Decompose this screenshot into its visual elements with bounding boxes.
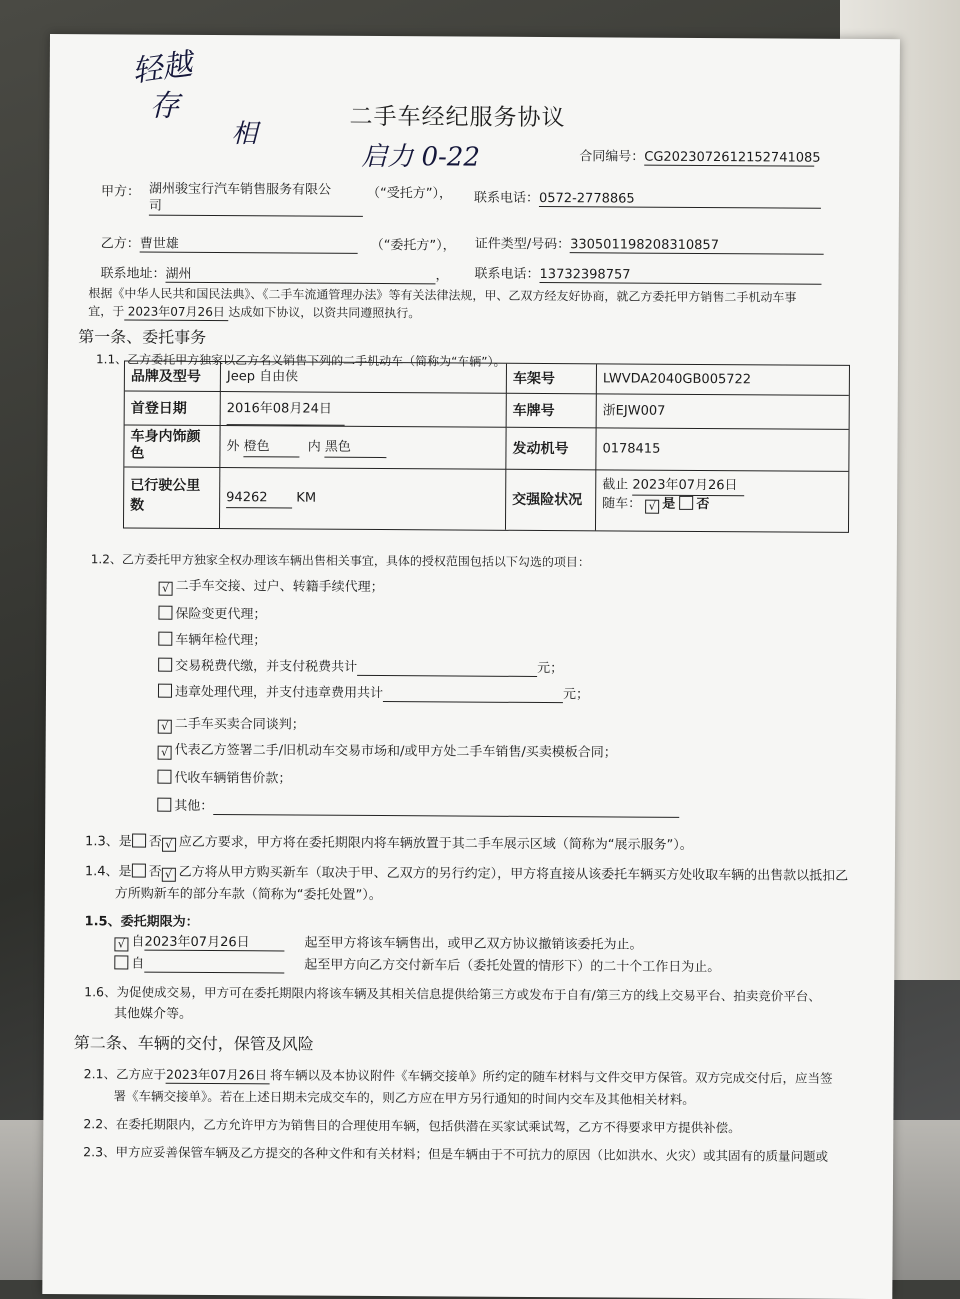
- section1-title: 第一条、委托事务: [78, 327, 207, 347]
- exterior-color-label: 外: [226, 439, 240, 455]
- brand-label: 品牌及型号: [125, 361, 221, 392]
- party-b-address-label: 联系地址：: [100, 266, 166, 282]
- contract-number-label: 合同编号：: [579, 149, 645, 165]
- mileage-label: 已行驶公里数: [124, 467, 220, 528]
- vin-label: 车架号: [507, 364, 597, 395]
- section2-title: 第二条、车辆的交付，保管及风险: [73, 1033, 314, 1054]
- option-transfer: [159, 575, 384, 597]
- interior-color-label: 内: [307, 439, 321, 455]
- option-inspection: [158, 629, 266, 649]
- mileage-unit: KM: [296, 490, 317, 506]
- term-row-2: [114, 952, 720, 976]
- term-start-date: 2023年07月26日: [144, 931, 284, 952]
- interior-color-value: 黑色: [325, 439, 387, 458]
- option-other-checkbox[interactable]: [157, 798, 171, 812]
- party-a-role: （“受托方”），: [366, 185, 453, 202]
- option-insurance: [158, 603, 266, 623]
- clause-2-1-text: 将车辆以及本协议附件《车辆交接单》所约定的随车材料与文件交甲方保管。双方完成交付后，应当签: [269, 1067, 833, 1086]
- party-b-phone-label: 联系电话：: [474, 266, 540, 282]
- option-tax: [158, 655, 563, 677]
- party-b-phone-value: 13732398757: [540, 267, 822, 285]
- clause-1-2: 1.2、乙方委托甲方独家全权办理该车辆出售相关事宜，具体的授权范围包括以下勾选的项目：: [90, 552, 590, 570]
- clause-1-4-no-checkbox[interactable]: √: [162, 868, 176, 882]
- clause-2-2: 2.2、在委托期限内，乙方允许甲方为销售目的合理使用车辆，包括供潜在买家试乘试驾，乙方不得要求甲方提供补偿。: [83, 1116, 741, 1136]
- party-a-name: [149, 181, 363, 217]
- party-b-address-value: 湖州: [165, 263, 435, 285]
- contract-page: [42, 34, 900, 1299]
- insurance-no-checkbox[interactable]: [679, 496, 693, 510]
- insurance-yes-checkbox[interactable]: √: [645, 500, 659, 514]
- color-cell: [220, 426, 506, 470]
- intro-line2-suffix: 达成如下协议，以资共同遵照执行。: [228, 305, 421, 321]
- party-b-name: 曹世雄: [140, 233, 358, 254]
- clause-2-1-line1: [84, 1064, 833, 1088]
- party-a-phone-value: 0572-2778865: [539, 191, 821, 209]
- clause-1-5-title: 1.5、委托期限为：: [84, 914, 199, 930]
- contract-number-value: CG2023072612152741085: [644, 149, 821, 166]
- option-insurance-label: 保险变更代理；: [175, 606, 267, 623]
- clause-1-4-number: 1.4、: [84, 864, 119, 880]
- contract-number: [579, 145, 821, 166]
- clause-1-4-text-line1: 乙方将从甲方购买新车（取决于甲、乙双方的另行约定），甲方将直接从该委托车辆买方处收取车辆的出售款以抵扣乙: [178, 864, 849, 884]
- option-collect-payment: [157, 767, 291, 787]
- registration-date-cell: [221, 392, 507, 428]
- intro-line2: [88, 302, 420, 322]
- clause-1-6-line2: 其他媒介等。: [113, 1006, 193, 1022]
- intro-line2-prefix: 宜，于: [88, 304, 125, 319]
- handwriting-note-2: 存: [149, 88, 180, 124]
- option-violation: [158, 681, 589, 704]
- term-row-2-checkbox[interactable]: [114, 955, 128, 969]
- clause-2-1-date: 2023年07月26日: [166, 1065, 270, 1085]
- party-b: [101, 232, 358, 254]
- option-negotiation-label: 二手车买卖合同谈判；: [174, 716, 305, 733]
- option-other: [157, 795, 679, 818]
- vin-value: LWVDA2040GB005722: [597, 364, 849, 396]
- insurance-no-label: 否: [696, 496, 710, 513]
- insurance-label: 交强险状况: [506, 470, 596, 531]
- party-b-id-value: 330501198208310857: [570, 237, 824, 255]
- insurance-cell: [596, 470, 848, 532]
- vehicle-info-table: [123, 360, 850, 532]
- intro-agreement-date: 2023年07月26日: [124, 302, 228, 321]
- option-negotiation: [158, 713, 305, 735]
- clause-2-1-prefix: 2.1、乙方应于: [83, 1066, 167, 1082]
- insurance-with-car: [602, 495, 842, 514]
- clause-2-3: 2.3、甲方应妥善保管车辆及乙方提交的各种文件和有关材料；但是车辆由于不可抗力的原因（比如洪水、火灾）或其固有的质量问题或: [83, 1144, 829, 1164]
- brand-value: Jeep 自由侠: [221, 362, 507, 394]
- party-a-label: 甲方：: [100, 184, 141, 200]
- mileage-cell: [220, 468, 506, 530]
- handwriting-note-3: 相: [231, 119, 258, 150]
- party-b-id-label: 证件类型/号码：: [474, 236, 571, 253]
- term-row-2-text: 起至甲方向乙方交付新车后（委托处置的情形下）的二十个工作日为止。: [304, 957, 721, 976]
- party-b-id: [475, 233, 825, 255]
- option-sign-contract-checkbox[interactable]: √: [158, 746, 172, 760]
- party-b-phone: [474, 263, 821, 285]
- clause-1-3-yes-checkbox[interactable]: [132, 834, 146, 848]
- clause-1-3-no-checkbox[interactable]: √: [162, 838, 176, 852]
- option-sign-contract-label: 代表乙方签署二手/旧机动车交易市场和/或甲方处二手车销售/买卖模板合同；: [174, 742, 617, 761]
- insurance-until: [602, 476, 842, 496]
- option-transfer-checkbox[interactable]: √: [159, 582, 173, 596]
- clause-1-6-line1: 1.6、为促使成交易，甲方可在委托期限内将该车辆及其相关信息提供给第三方或发布于自有/第三方的线上交易平台、拍卖竞价平台、: [84, 984, 821, 1004]
- option-collect-payment-label: 代收车辆销售价款；: [174, 770, 292, 787]
- clause-1-3-text: 应乙方要求，甲方将在委托期限内将车辆放置于其二手车展示区域（简称为“展示服务”）。: [178, 834, 693, 853]
- clause-1-4-no-label: 否: [148, 864, 162, 880]
- clause-2-1-line2: 署《车辆交接单》。若在上述日期未完成交车的，则乙方应在甲方另行通知的时间内交车及其他相关材料。: [113, 1088, 695, 1107]
- handwriting-note-4: 启力 0-22: [361, 141, 481, 173]
- insurance-until-label: 截止: [602, 477, 629, 493]
- clause-1-3-yes-label: 是: [118, 834, 132, 850]
- insurance-with-car-label: 随车：: [602, 496, 642, 512]
- mileage-value: 94262: [226, 489, 292, 508]
- handwriting-note-1: 轻越: [130, 46, 195, 90]
- term-row-1-prefix: 自: [131, 934, 145, 950]
- term-row-2-prefix: 自: [131, 956, 145, 972]
- engine-value: 0178415: [596, 428, 848, 472]
- term-row-1: [114, 930, 642, 954]
- clause-1-4-yes-label: 是: [118, 864, 132, 880]
- party-a-phone: [474, 187, 821, 209]
- clause-1-3-no-label: 否: [148, 834, 162, 850]
- option-tax-suffix: 元；: [537, 660, 564, 677]
- exterior-color-value: 橙色: [244, 438, 300, 457]
- clause-1-1: 1.1、乙方委托甲方独家以乙方名义销售下列的二手机动车（简称为“车辆”）。: [95, 352, 506, 369]
- insurance-until-value: 2023年07月26日: [632, 477, 744, 497]
- plate-label: 车牌号: [507, 394, 597, 429]
- color-label: 车身内饰颜色: [124, 425, 220, 468]
- term-row-1-checkbox[interactable]: √: [114, 937, 128, 951]
- intro-line1: 根据《中华人民共和国民法典》、《二手车流通管理办法》等有关法律法规，甲、乙双方经友好协商，就乙方委托甲方销售二手机动车事: [88, 286, 797, 305]
- plate-value: 浙EJW007: [597, 394, 849, 430]
- party-b-role: （“委托方”），: [370, 237, 456, 254]
- insurance-yes-label: 是: [662, 496, 676, 512]
- option-inspection-checkbox[interactable]: [158, 632, 172, 646]
- party-b-address: 联系地址：湖州 ，: [100, 262, 448, 284]
- option-insurance-checkbox[interactable]: [158, 606, 172, 620]
- option-transfer-label: 二手车交接、过户、转籍手续代理；: [175, 578, 384, 596]
- option-violation-label: 违章处理代理，并支付违章费用共计: [174, 684, 384, 702]
- option-violation-suffix: 元；: [562, 687, 590, 703]
- party-b-label: 乙方：: [100, 236, 140, 252]
- registration-date-value: 2016年08月24日: [227, 394, 345, 426]
- clause-1-4-line2: 方所购新车的部分车款（简称为“委托处置”）。: [114, 886, 382, 904]
- option-collect-payment-checkbox[interactable]: [157, 770, 171, 784]
- registration-date-label: 首登日期: [125, 391, 221, 426]
- term-row-1-text: 起至甲方将该车辆售出，或甲乙双方协议撤销该委托为止。: [304, 935, 643, 953]
- clause-1-3-number: 1.3、: [85, 834, 119, 850]
- page-title: 二手车经纪服务协议: [349, 103, 566, 132]
- party-a-name-line2: 司: [149, 198, 363, 217]
- party-a-phone-label: 联系电话：: [473, 190, 540, 206]
- option-other-label: 其他：: [174, 798, 214, 815]
- option-sign-contract: [158, 739, 617, 763]
- option-tax-checkbox[interactable]: [158, 658, 172, 672]
- clause-1-4-yes-checkbox[interactable]: [132, 864, 146, 878]
- engine-label: 发动机号: [506, 428, 596, 471]
- option-negotiation-checkbox[interactable]: √: [158, 720, 172, 734]
- option-tax-label: 交易税费代缴，并支付税费共计: [175, 658, 358, 675]
- party-a-name-line1: 湖州骏宝行汽车销售服务有限公: [149, 181, 332, 198]
- option-inspection-label: 车辆年检代理；: [175, 632, 267, 649]
- option-violation-checkbox[interactable]: [158, 684, 172, 698]
- clause-1-3: [85, 830, 693, 855]
